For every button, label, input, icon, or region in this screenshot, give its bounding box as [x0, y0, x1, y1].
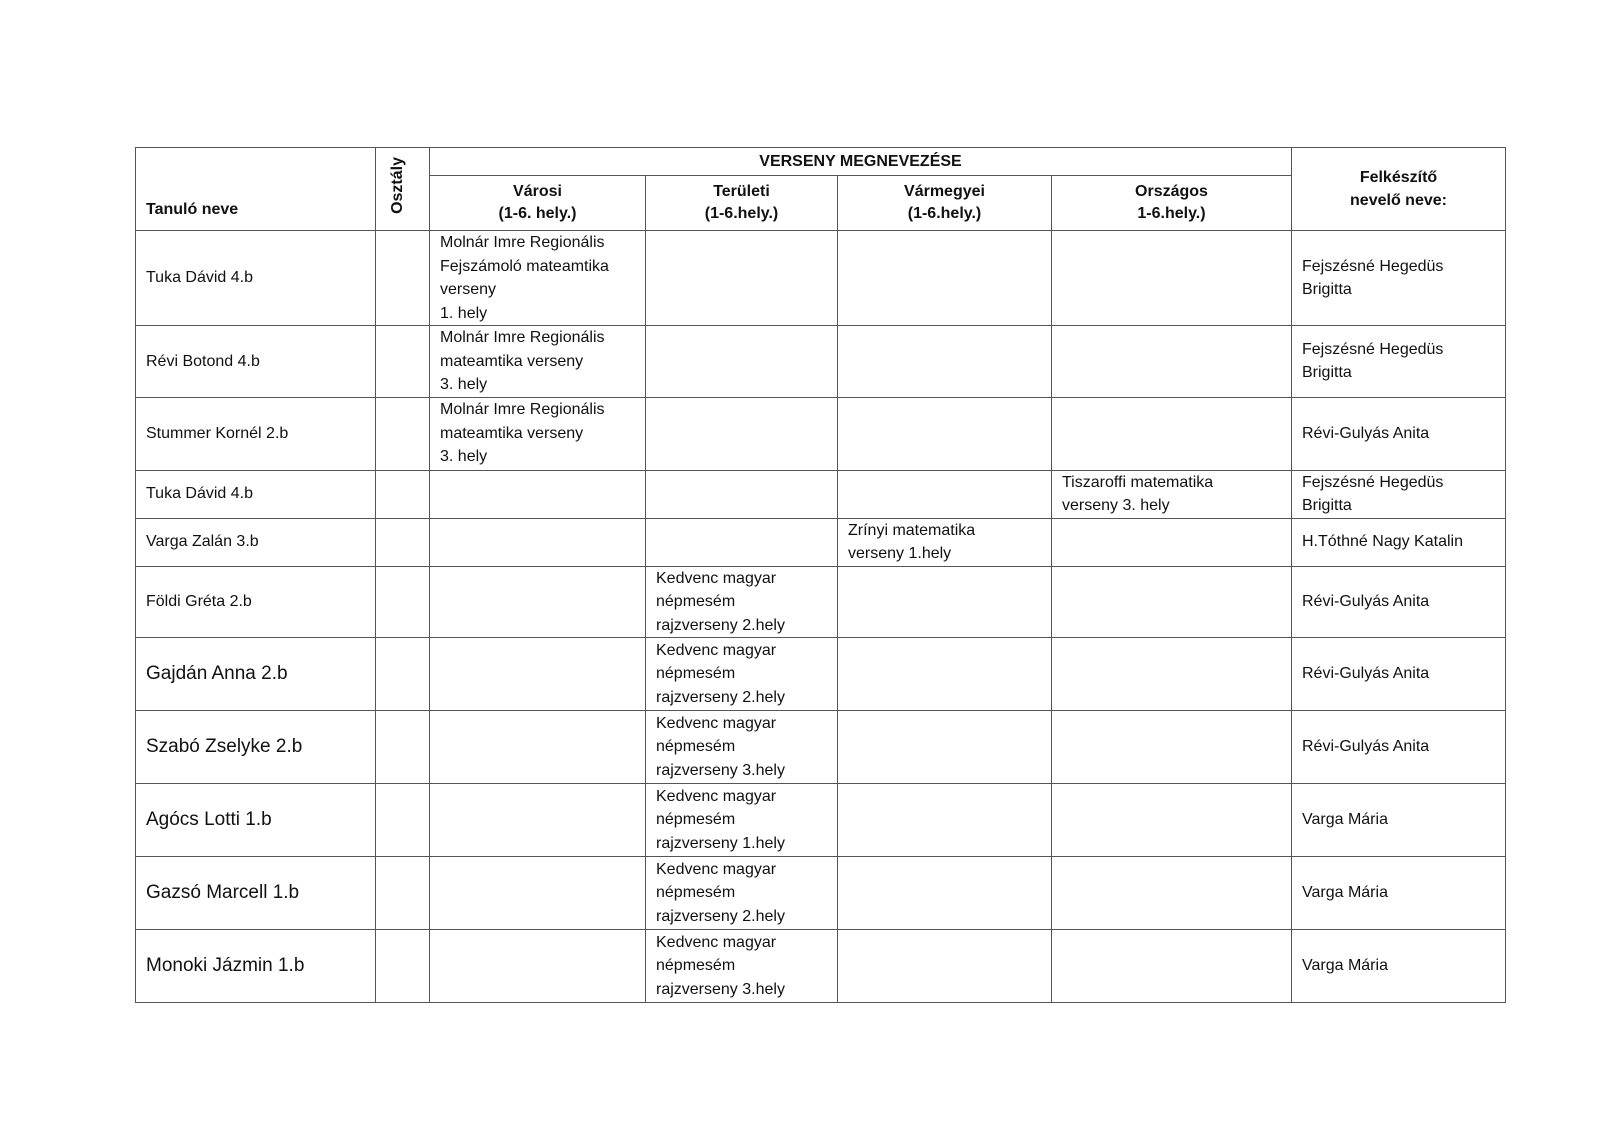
result-varmegyei [838, 638, 1052, 711]
result-varmegyei [838, 397, 1052, 470]
student-name: Gajdán Anna 2.b [136, 638, 376, 711]
teacher-name: Révi-Gulyás Anita [1292, 711, 1506, 784]
result-teruleti [646, 231, 838, 326]
result-varosi: Molnár Imre Regionális mateamtika verseny 3. hely [430, 397, 646, 470]
table-row [136, 638, 1506, 711]
table-row [136, 784, 1506, 857]
student-name: Földi Gréta 2.b [136, 566, 376, 638]
result-teruleti: Kedvenc magyar népmesém rajzverseny 3.hely [646, 711, 838, 784]
result-teruleti: Kedvenc magyar népmesém rajzverseny 2.hely [646, 566, 838, 638]
student-name: Gazsó Marcell 1.b [136, 857, 376, 930]
table-row [136, 857, 1506, 930]
student-class [376, 857, 430, 930]
table-row [136, 326, 1506, 398]
teacher-name: Varga Mária [1292, 857, 1506, 930]
teacher-name: Varga Mária [1292, 784, 1506, 857]
result-orszagos [1052, 857, 1292, 930]
student-class [376, 326, 430, 398]
result-teruleti [646, 326, 838, 398]
table-row [136, 930, 1506, 1003]
header-level-varosi: Városi (1-6. hely.) [430, 176, 646, 231]
result-varosi: Molnár Imre Regionális mateamtika verseny 3. hely [430, 326, 646, 398]
teacher-name: Révi-Gulyás Anita [1292, 566, 1506, 638]
teacher-name: Fejszésné Hegedüs Brigitta [1292, 470, 1506, 518]
header-student-name: Tanuló neve [136, 148, 376, 231]
header-level-varmegyei: Vármegyei (1-6.hely.) [838, 176, 1052, 231]
result-teruleti: Kedvenc magyar népmesém rajzverseny 2.hely [646, 857, 838, 930]
competition-results-table [135, 147, 1506, 1003]
student-name: Szabó Zselyke 2.b [136, 711, 376, 784]
header-class [376, 148, 430, 231]
teacher-name: Révi-Gulyás Anita [1292, 397, 1506, 470]
header-competition-name: VERSENY MEGNEVEZÉSE [430, 148, 1292, 176]
header-level-teruleti: Területi (1-6.hely.) [646, 176, 838, 231]
result-varmegyei [838, 930, 1052, 1003]
result-varosi [430, 518, 646, 566]
result-orszagos: Tiszaroffi matematika verseny 3. hely [1052, 470, 1292, 518]
student-class [376, 231, 430, 326]
header-class-label: Osztály [389, 156, 406, 214]
student-class [376, 784, 430, 857]
student-name: Varga Zalán 3.b [136, 518, 376, 566]
table-row [136, 397, 1506, 470]
result-orszagos [1052, 326, 1292, 398]
result-varosi [430, 638, 646, 711]
result-orszagos [1052, 930, 1292, 1003]
result-varmegyei [838, 784, 1052, 857]
result-varosi [430, 857, 646, 930]
result-varmegyei [838, 470, 1052, 518]
result-teruleti: Kedvenc magyar népmesém rajzverseny 1.hely [646, 784, 838, 857]
result-varosi [430, 711, 646, 784]
student-name: Monoki Jázmin 1.b [136, 930, 376, 1003]
student-class [376, 518, 430, 566]
result-orszagos [1052, 397, 1292, 470]
result-varosi [430, 566, 646, 638]
teacher-name: Varga Mária [1292, 930, 1506, 1003]
result-varosi [430, 930, 646, 1003]
result-teruleti: Kedvenc magyar népmesém rajzverseny 3.hely [646, 930, 838, 1003]
result-orszagos [1052, 638, 1292, 711]
student-class [376, 930, 430, 1003]
teacher-name: Fejszésné Hegedüs Brigitta [1292, 326, 1506, 398]
table-row [136, 518, 1506, 566]
student-name: Agócs Lotti 1.b [136, 784, 376, 857]
result-orszagos [1052, 231, 1292, 326]
result-teruleti [646, 470, 838, 518]
result-orszagos [1052, 566, 1292, 638]
header-row-1 [136, 148, 1506, 176]
student-class [376, 566, 430, 638]
result-varmegyei [838, 231, 1052, 326]
result-varosi: Molnár Imre Regionális Fejszámoló mateamtika verseny 1. hely [430, 231, 646, 326]
result-teruleti [646, 518, 838, 566]
table-row [136, 711, 1506, 784]
header-teacher: Felkészítő nevelő neve: [1292, 148, 1506, 231]
table-row [136, 231, 1506, 326]
result-orszagos [1052, 518, 1292, 566]
result-varosi [430, 470, 646, 518]
header-level-orszagos: Országos 1-6.hely.) [1052, 176, 1292, 231]
student-name: Tuka Dávid 4.b [136, 470, 376, 518]
result-orszagos [1052, 711, 1292, 784]
student-class [376, 638, 430, 711]
result-varmegyei: Zrínyi matematika verseny 1.hely [838, 518, 1052, 566]
result-varmegyei [838, 326, 1052, 398]
result-teruleti [646, 397, 838, 470]
teacher-name: Révi-Gulyás Anita [1292, 638, 1506, 711]
student-name: Révi Botond 4.b [136, 326, 376, 398]
student-class [376, 470, 430, 518]
student-name: Stummer Kornél 2.b [136, 397, 376, 470]
result-varosi [430, 784, 646, 857]
result-varmegyei [838, 711, 1052, 784]
teacher-name: H.Tóthné Nagy Katalin [1292, 518, 1506, 566]
result-varmegyei [838, 566, 1052, 638]
teacher-name: Fejszésné Hegedüs Brigitta [1292, 231, 1506, 326]
result-teruleti: Kedvenc magyar népmesém rajzverseny 2.hely [646, 638, 838, 711]
result-orszagos [1052, 784, 1292, 857]
table-row [136, 470, 1506, 518]
student-class [376, 397, 430, 470]
table-row [136, 566, 1506, 638]
student-class [376, 711, 430, 784]
result-varmegyei [838, 857, 1052, 930]
student-name: Tuka Dávid 4.b [136, 231, 376, 326]
